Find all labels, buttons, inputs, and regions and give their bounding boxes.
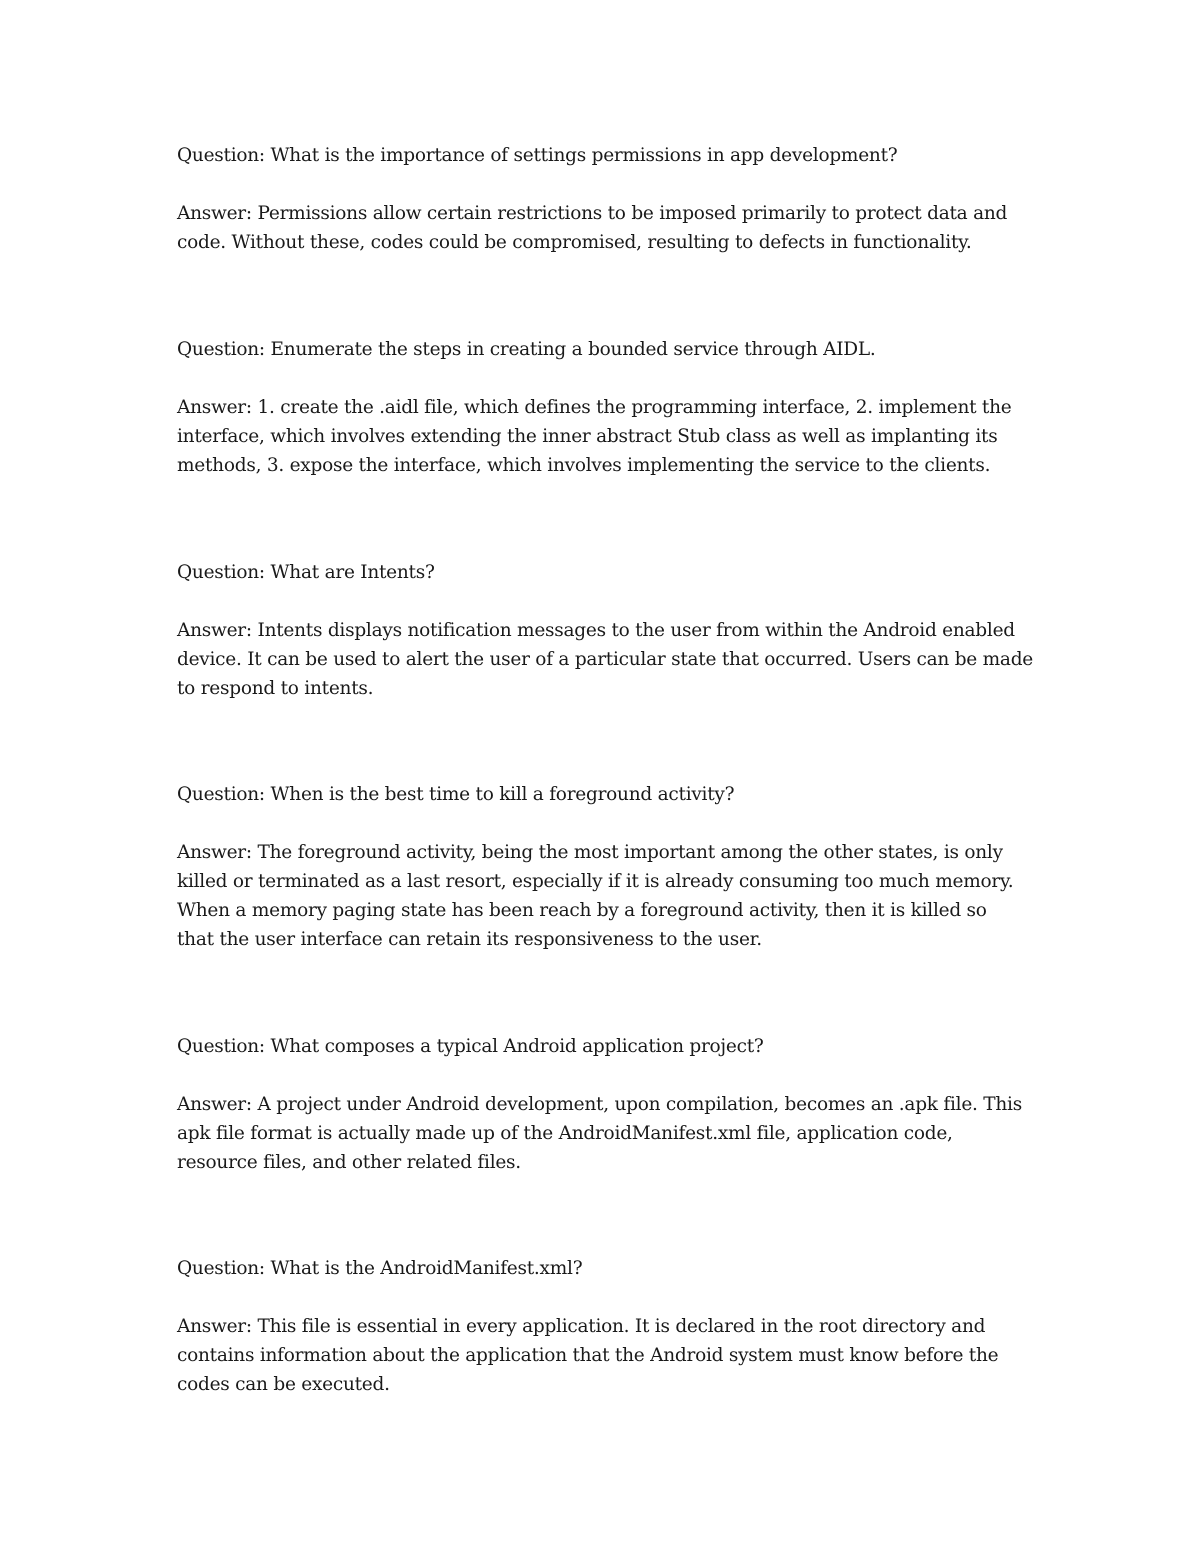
answer-line: When a memory paging state has been reach by a foreground activity, then it is killed so bbox=[177, 900, 987, 921]
qa-block-1 bbox=[177, 141, 1037, 257]
answer-line: Answer: Intents displays notification messages to the user from within the Android enabled bbox=[177, 620, 1015, 641]
answer-line: Answer: 1. create the .aidl file, which defines the programming interface, 2. implement the bbox=[177, 397, 1012, 418]
question-text: Question: What are Intents? bbox=[177, 562, 435, 583]
qa-block-3 bbox=[177, 558, 1037, 703]
answer-text bbox=[177, 393, 1037, 480]
qa-block-6 bbox=[177, 1254, 1037, 1399]
answer-line: device. It can be used to alert the user of a particular state that occurred. Users can be made bbox=[177, 649, 1033, 670]
answer-line: interface, which involves extending the inner abstract Stub class as well as implanting its bbox=[177, 426, 998, 447]
answer-line: to respond to intents. bbox=[177, 678, 374, 699]
answer-line: resource files, and other related files. bbox=[177, 1152, 521, 1173]
answer-line: code. Without these, codes could be compromised, resulting to defects in functionality. bbox=[177, 232, 972, 253]
answer-line: Answer: This file is essential in every application. It is declared in the root directory and bbox=[177, 1316, 986, 1337]
answer-text bbox=[177, 1312, 1037, 1399]
answer-line: Answer: A project under Android development, upon compilation, becomes an .apk file. This bbox=[177, 1094, 1022, 1115]
answer-line: Answer: Permissions allow certain restrictions to be imposed primarily to protect data and bbox=[177, 203, 1008, 224]
qa-block-5 bbox=[177, 1032, 1037, 1177]
answer-line: killed or terminated as a last resort, especially if it is already consuming too much memory. bbox=[177, 871, 1014, 892]
qa-block-2 bbox=[177, 335, 1037, 480]
answer-line: methods, 3. expose the interface, which involves implementing the service to the clients. bbox=[177, 455, 991, 476]
question-text: Question: What is the AndroidManifest.xml? bbox=[177, 1258, 583, 1279]
answer-line: that the user interface can retain its responsiveness to the user. bbox=[177, 929, 762, 950]
answer-line: apk file format is actually made up of the AndroidManifest.xml file, application code, bbox=[177, 1123, 953, 1144]
answer-line: contains information about the application that the Android system must know before the bbox=[177, 1345, 999, 1366]
answer-text bbox=[177, 616, 1037, 703]
answer-text bbox=[177, 199, 1037, 257]
question-text: Question: What composes a typical Android application project? bbox=[177, 1036, 764, 1057]
answer-text bbox=[177, 838, 1037, 954]
answer-line: codes can be executed. bbox=[177, 1374, 390, 1395]
answer-text bbox=[177, 1090, 1037, 1177]
answer-line: Answer: The foreground activity, being the most important among the other states, is only bbox=[177, 842, 1003, 863]
question-text: Question: What is the importance of settings permissions in app development? bbox=[177, 145, 898, 166]
qa-block-4 bbox=[177, 780, 1037, 954]
question-text: Question: Enumerate the steps in creating a bounded service through AIDL. bbox=[177, 339, 876, 360]
question-text: Question: When is the best time to kill a foreground activity? bbox=[177, 784, 735, 805]
